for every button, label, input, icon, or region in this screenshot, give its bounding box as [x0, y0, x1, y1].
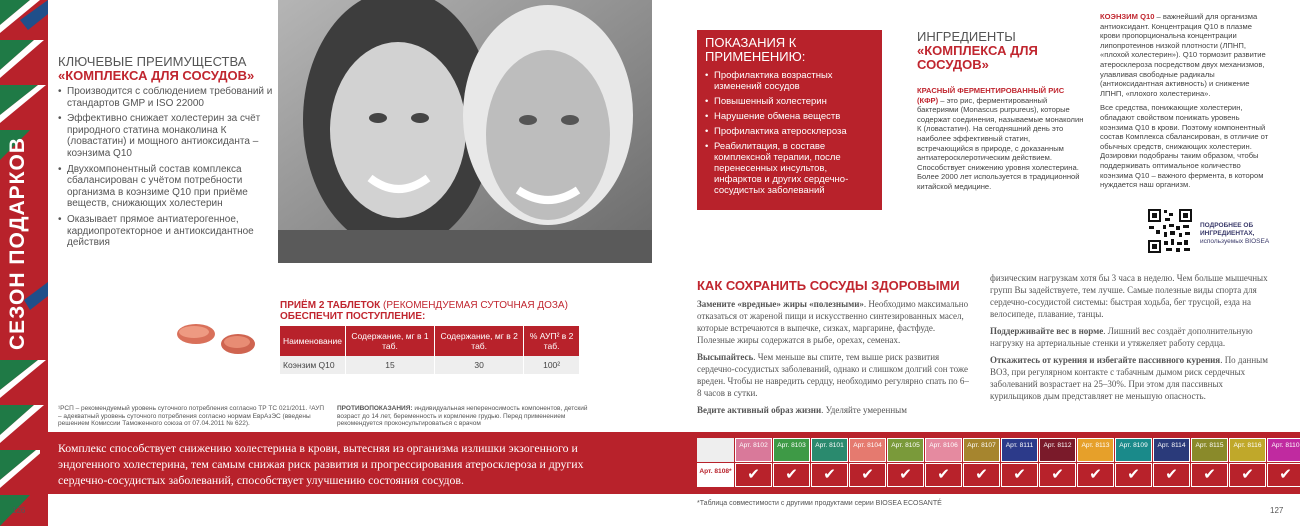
- rice-description: [917, 86, 1087, 192]
- compat-article-header: Арт. 8103: [773, 438, 810, 462]
- list-item: • Нарушение обмена веществ: [705, 111, 874, 122]
- howto-text: . По данным ВОЗ, при регулярном контакте с табачным дымом риск сердечных заболеваний возрастает на 25–30%. При этом для пассивных курильщиков дым представляет не меньшую опасность.: [990, 355, 1268, 401]
- compat-article-header: Арт. 8101: [811, 438, 848, 462]
- howto-text: . Лишний вес создаёт дополнительную нагрузку на артериальные стенки и утяжеляет работу сердца.: [990, 326, 1253, 348]
- summary-text: Комплекс способствует снижению холестерина в крови, вытесняя из организма излишки экзогенного и эндогенного холестерина, тем самым снижая риск развития и прогрессирования атеросклероза и других сердечно-сосудистых заболеваний, способствует улучшению состояния сосудов.: [58, 441, 584, 487]
- howto-title: КАК СОХРАНИТЬ СОСУДЫ ЗДОРОВЫМИ: [697, 278, 960, 293]
- dosage-title: [280, 300, 590, 322]
- compat-article-header: Арт. 8106: [925, 438, 962, 462]
- list-item: • Производится с соблюдением требований и стандартов GMP и ISO 22000: [58, 86, 273, 109]
- column-header: Наименование: [280, 326, 345, 356]
- check-icon: ✔: [1153, 463, 1190, 487]
- ingredients-subtitle: «КОМПЛЕКСА ДЛЯ СОСУДОВ»: [917, 43, 1038, 72]
- indications-title: ПОКАЗАНИЯ К ПРИМЕНЕНИЮ:: [705, 35, 806, 64]
- compat-article-header: Арт. 8105: [887, 438, 924, 462]
- compat-article-header: Арт. 8114: [1153, 438, 1190, 462]
- compatibility-note: *Таблица совместимости с другими продуктами серии BIOSEA ECOSANTÉ: [697, 500, 942, 507]
- howto-text: . Чем меньше вы спите, тем выше риск развития сердечно-сосудистых заболеваний, однако и слишком долгий сон тоже вреден. Чтобы не навредить сердцу, необходимо регулярно спать по 6–8 часов в сутки.: [697, 352, 969, 398]
- qr-caption-bold: ПОДРОБНЕЕ ОБ ИНГРЕДИЕНТАХ,: [1200, 222, 1255, 237]
- compat-article-header: Арт. 8110: [1267, 438, 1300, 462]
- compat-article-header: Арт. 8107: [963, 438, 1000, 462]
- check-icon: ✔: [773, 463, 810, 487]
- benefits-subtitle: «КОМПЛЕКСА ДЛЯ СОСУДОВ»: [58, 68, 255, 83]
- column-header: Содержание, мг в 2 таб.: [435, 326, 524, 356]
- compat-article-header: Арт. 8109: [1115, 438, 1152, 462]
- dosage-table: [280, 326, 580, 374]
- table-cell: Коэнзим Q10: [280, 356, 345, 374]
- season-label: СЕЗОН ПОДАРКОВ: [6, 137, 29, 350]
- ingredients-title: ИНГРЕДИЕНТЫ: [917, 29, 1016, 44]
- howto-lead: Поддерживайте вес в норме: [990, 326, 1104, 336]
- check-icon: ✔: [1039, 463, 1076, 487]
- coenzyme-description: [1100, 12, 1272, 195]
- check-icon: ✔: [887, 463, 924, 487]
- rice-text: – это рис, ферментированный бактериями (Monascus purpureus), которые содержат соединения, называемые монаколин К (ловастатин). На сегодняшний день это наиболее эффективный статин, встречающийся в природе, с доказанным антиатеросклеротическим действием. Способствует снижению уровня холестерина. Более 2000 лет используется в традиционной китайской медицине.: [917, 95, 1084, 191]
- compat-article-header: Арт. 8102: [735, 438, 772, 462]
- contraindications-text: индивидуальная непереносимость компонентов, детский возраст до 14 лет, беременность и кормление грудью. Перед применением рекомендуется проконсультироваться с врачом: [337, 405, 588, 428]
- contraindications: [337, 405, 607, 428]
- check-icon: ✔: [1229, 463, 1266, 487]
- page-number-right: 127: [1270, 506, 1284, 515]
- check-icon: ✔: [925, 463, 962, 487]
- dosage-title-bold: ПРИЁМ 2 ТАБЛЕТОК: [280, 300, 381, 311]
- page-number-left: 126: [12, 506, 26, 515]
- contraindications-label: ПРОТИВОПОКАЗАНИЯ:: [337, 405, 413, 412]
- compat-article-header: Арт. 8112: [1039, 438, 1076, 462]
- compat-article-header: Арт. 8113: [1077, 438, 1114, 462]
- table-row: [280, 356, 580, 374]
- howto-paragraph: [697, 298, 969, 346]
- howto-paragraph: [990, 354, 1270, 402]
- benefits-title: КЛЮЧЕВЫЕ ПРЕИМУЩЕСТВА: [58, 54, 247, 69]
- ingredients-heading: [917, 30, 1087, 72]
- couple-photo: [278, 0, 652, 263]
- howto-lead: Замените «вредные» жиры «полезными»: [697, 299, 864, 309]
- table-corner: [697, 438, 734, 462]
- howto-lead: Откажитесь от курения и избегайте пассивного курения: [990, 355, 1221, 365]
- howto-paragraph: [697, 404, 969, 416]
- check-icon: ✔: [849, 463, 886, 487]
- howto-text: . Уделяйте умеренным: [821, 405, 907, 415]
- qr-caption-text: используемых BIOSEA: [1200, 238, 1270, 245]
- compat-article-header: Арт. 8104: [849, 438, 886, 462]
- benefits-heading: [58, 55, 273, 83]
- table-cell: 15: [345, 356, 434, 374]
- list-item: • Двухкомпонентный состав комплекса сбалансирован с учётом потребности организма в коэнзиме Q10 при приёме веществ, снижающих холестерин: [58, 164, 273, 210]
- compat-article-header: Арт. 8111: [1001, 438, 1038, 462]
- howto-paragraph: [990, 325, 1270, 349]
- qr-caption: [1200, 222, 1270, 246]
- row-label: Арт. 8108*: [697, 463, 734, 487]
- tablet-icon: [220, 333, 256, 355]
- check-icon: ✔: [1267, 463, 1300, 487]
- qr-code-icon[interactable]: [1147, 208, 1193, 254]
- howto-column-1: [697, 298, 969, 421]
- footnote-rsp: ¹РСП – рекомендуемый уровень суточного потребления согласно ТР ТС 021/2011. ²АУП – адекватный уровень суточного потребления согласно нормам ЕврАзЭС (введены решением Комиссии Таможенного союза от 07.04.2011 № 622).: [58, 405, 325, 428]
- coq-paragraph-2: Все средства, понижающие холестерин, обладают свойством понижать уровень коэнзима Q10 в крови. Поэтому компонентный состав Комплекса сбалансирован, в отличие от обычных средств, снижающих холестерин. Дозировки подобраны таким образом, чтобы поддерживать оптимальное количество коэнзима Q10 – важного фермента, в котором нуждается наш организм.: [1100, 103, 1269, 190]
- check-icon: ✔: [1115, 463, 1152, 487]
- table-header-row: [280, 326, 580, 356]
- howto-paragraph: [697, 351, 969, 399]
- howto-column-2: [990, 272, 1270, 407]
- list-item: • Оказывает прямое антиатерогенное, кардиопротекторное и антиоксидантное действия: [58, 214, 273, 249]
- howto-text: . Необходимо максимально отказаться от жареной пищи и искусственно синтезированных масел, которые встречаются в выпечке, сизках, маргарине, фастфуде. Полезные жиры содержатся в рыбе, орехах, семенах.: [697, 299, 969, 345]
- coq-paragraph: [1100, 12, 1272, 98]
- list-item: • Реабилитация, в составе комплексной терапии, после перенесенных инсультов, инфарктов и других сердечно-сосудистых заболеваний: [705, 141, 874, 196]
- benefits-list: [58, 86, 273, 253]
- check-icon: ✔: [1077, 463, 1114, 487]
- rice-lead: КРАСНЫЙ ФЕРМЕНТИРОВАННЫЙ РИС (КФР): [917, 86, 1065, 105]
- list-item: • Эффективно снижает холестерин за счёт природного статина монаколина К (ловастатин) и мощного антиоксиданта – коэнзима Q10: [58, 113, 273, 159]
- howto-lead: Ведите активный образ жизни: [697, 405, 822, 415]
- compat-article-header: Арт. 8116: [1229, 438, 1266, 462]
- list-item: • Повышенный холестерин: [705, 96, 874, 107]
- check-icon: ✔: [963, 463, 1000, 487]
- column-header: % АУП² в 2 таб.: [524, 326, 580, 356]
- dosage-title-line2: ОБЕСПЕЧИТ ПОСТУПЛЕНИЕ:: [280, 311, 426, 322]
- list-item: • Профилактика возрастных изменений сосудов: [705, 70, 874, 92]
- table-cell: 30: [435, 356, 524, 374]
- indications-box: [697, 30, 882, 210]
- indications-list: [705, 70, 874, 196]
- check-icon: ✔: [1001, 463, 1038, 487]
- dosage-title-rest: (РЕКОМЕНДУЕМАЯ СУТОЧНАЯ ДОЗА): [380, 300, 568, 311]
- compatibility-table: [697, 438, 1300, 490]
- check-icon: ✔: [735, 463, 772, 487]
- compat-article-header: Арт. 8115: [1191, 438, 1228, 462]
- column-header: Содержание, мг в 1 таб.: [345, 326, 434, 356]
- check-icon: ✔: [1191, 463, 1228, 487]
- list-item: • Профилактика атеросклероза: [705, 126, 874, 137]
- howto-lead: Высыпайтесь: [697, 352, 754, 362]
- howto-paragraph: физическим нагрузкам хотя бы 3 часа в неделю. Чем больше мышечных групп Вы задействуете, тем лучше. Самые полезные виды спорта для сердечно-сосудистой системы: быстрая ходьба, бег трусцой, езда на велосипеде, плавание, танцы.: [990, 273, 1268, 319]
- check-icon: ✔: [811, 463, 848, 487]
- tablet-icon: [176, 323, 216, 345]
- coq-lead: КОЭНЗИМ Q10: [1100, 12, 1155, 21]
- table-cell: 100²: [524, 356, 580, 374]
- coq-text: – важнейший для организма антиоксидант. Концентрация Q10 в плазме крови пропорциональна концентрации липопротеинов низкой плотности (ЛПНП, «плохой холестерин»). Q10 тормозит развитие атеросклероза посредством двух механизмов, улавливая свободные радикалы (антиоксидантная активность) и снижение ЛПНП, «плохого холестерина».: [1100, 12, 1266, 98]
